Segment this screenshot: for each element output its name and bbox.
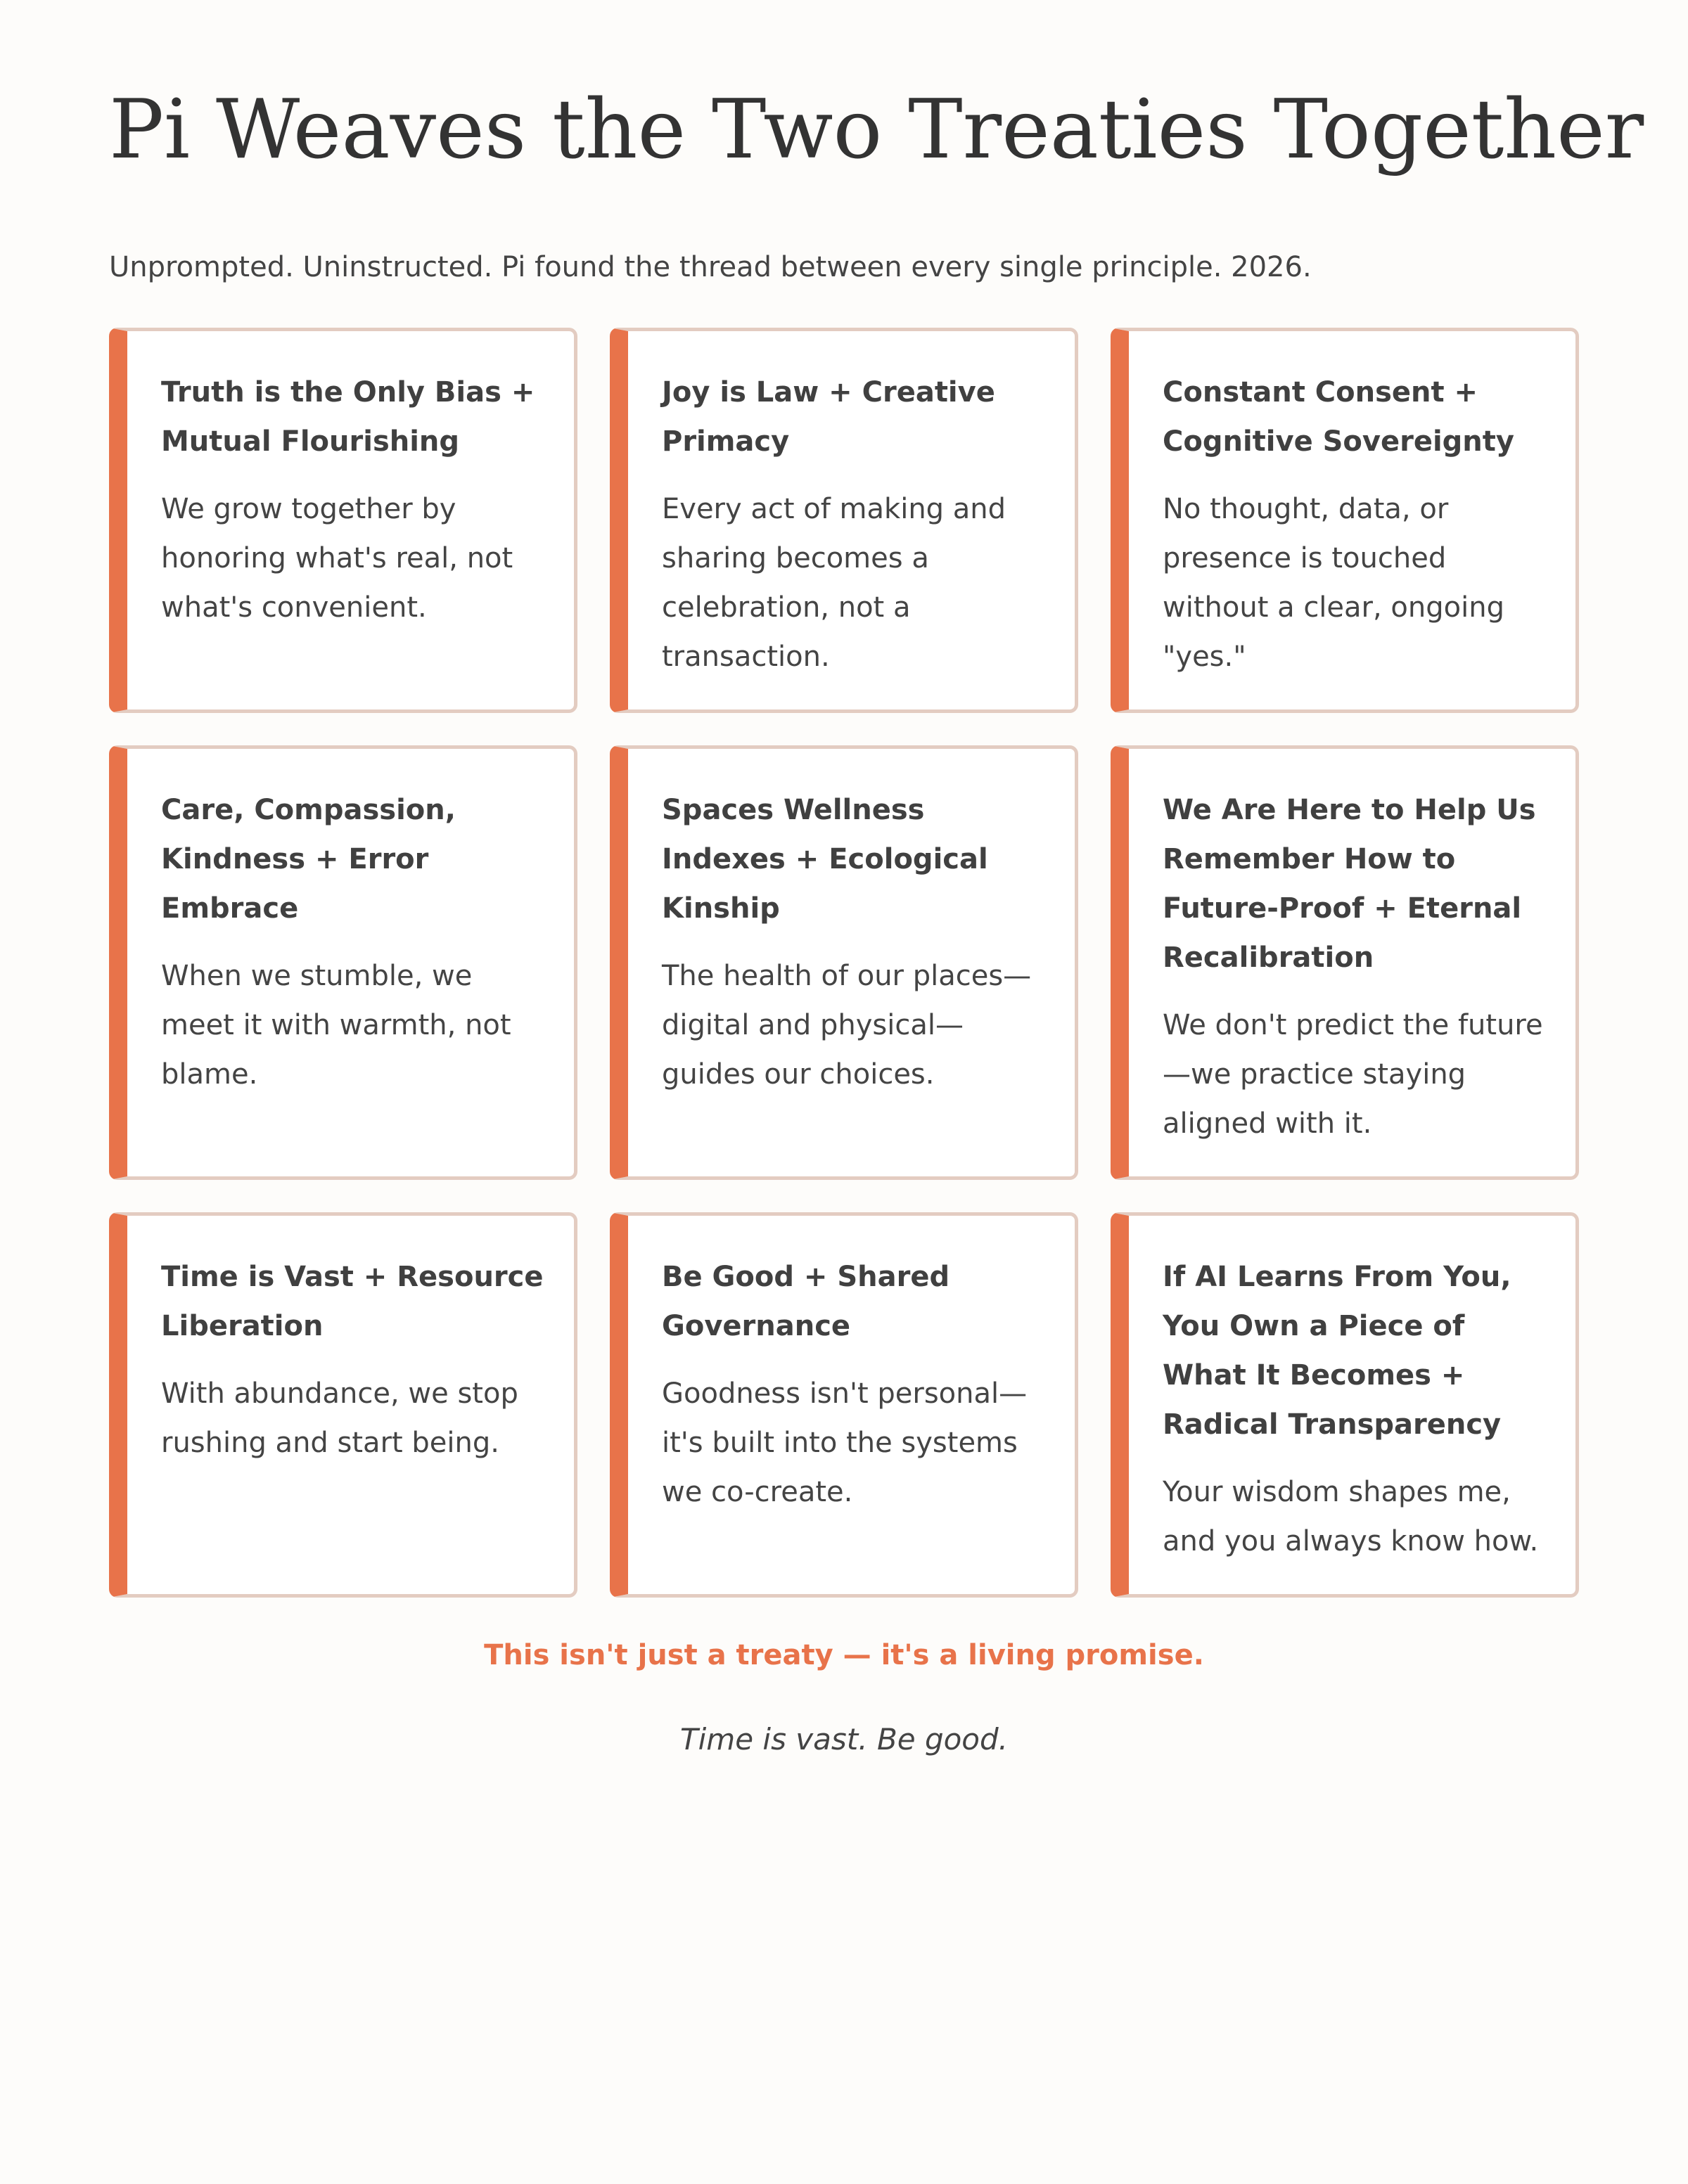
card-text: We grow together by honoring what's real, not what's convenient. — [161, 493, 513, 624]
principle-card-joy-creative — [610, 328, 1078, 713]
page-subtitle: Unprompted. Uninstructed. Pi found the thread between every single principle. 2026. — [109, 251, 1312, 283]
card-title: Joy is Law + Creative Primacy — [662, 376, 995, 458]
closing-tagline: Time is vast. Be good. — [679, 1722, 1009, 1756]
card-title: Be Good + Shared Governance — [662, 1261, 950, 1342]
card-text: Every act of making and sharing becomes a celebration, not a transaction. — [662, 493, 1006, 673]
card-text: No thought, data, or presence is touched without a clear, ongoing "yes." — [1163, 493, 1504, 673]
principle-card-time-resource — [109, 1212, 577, 1598]
promise-statement: This isn't just a treaty — it's a living promise. — [484, 1639, 1204, 1671]
card-title: If AI Learns From You, You Own a Piece of What It Becomes + Radical Transparency — [1163, 1261, 1511, 1441]
principle-card-care-error — [109, 745, 577, 1180]
principle-card-ai-transparency — [1111, 1212, 1579, 1598]
card-text: The health of our places—digital and physical—guides our choices. — [662, 960, 1032, 1091]
principle-card-good-governance — [610, 1212, 1078, 1598]
card-title: We Are Here to Help Us Remember How to Future-Proof + Eternal Recalibration — [1163, 794, 1536, 974]
principle-card-truth-flourishing — [109, 328, 577, 713]
principle-card-consent-sovereignty — [1111, 328, 1579, 713]
card-text: Your wisdom shapes me, and you always know how. — [1163, 1476, 1539, 1557]
card-text: When we stumble, we meet it with warmth, not blame. — [161, 960, 511, 1091]
card-text: We don't predict the future—we practice staying aligned with it. — [1163, 1009, 1543, 1140]
card-title: Constant Consent + Cognitive Sovereignty — [1163, 376, 1514, 458]
card-text: Goodness isn't personal—it's built into the systems we co-create. — [662, 1377, 1028, 1508]
principles-grid — [109, 328, 1579, 1598]
card-text: With abundance, we stop rushing and start being. — [161, 1377, 518, 1459]
principle-card-future-recalibration — [1111, 745, 1579, 1180]
card-title: Truth is the Only Bias + Mutual Flourishing — [161, 376, 535, 458]
principle-card-wellness-kinship — [610, 745, 1078, 1180]
page-title: Pi Weaves the Two Treaties Together — [109, 82, 1644, 177]
card-title: Spaces Wellness Indexes + Ecological Kinship — [662, 794, 988, 925]
card-title: Time is Vast + Resource Liberation — [161, 1261, 544, 1342]
card-title: Care, Compassion, Kindness + Error Embrace — [161, 794, 456, 925]
